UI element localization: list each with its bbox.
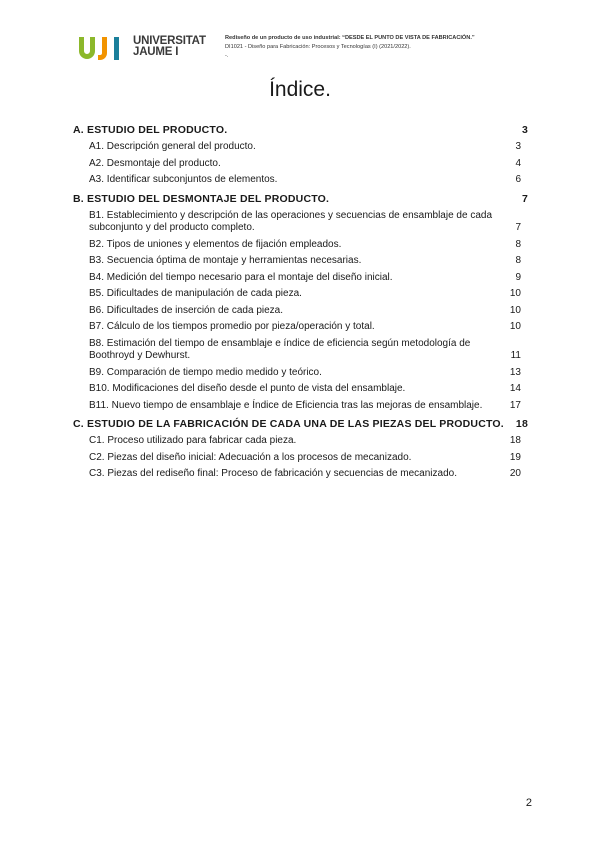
toc-entry-page: 10 [509,321,521,332]
toc-entry-page: 20 [509,468,521,479]
toc-entry-page: 8 [515,238,521,250]
toc-section-label: A. ESTUDIO DEL PRODUCTO. [73,124,228,136]
header-project-title: Rediseño de un producto de uso industrial: “DESDE EL PUNTO DE VISTA DE FABRICACIÓN.” [225,35,475,41]
toc-entry-label: B9. Comparación de tiempo medio medido y teórico. [89,366,322,378]
toc-entry[interactable] [73,367,528,380]
toc-entry-page: 9 [515,271,521,283]
toc-entry[interactable] [73,141,528,154]
toc-entry-label: B8. Estimación del tiempo de ensamblaje e índice de eficiencia según metodología de Boothroyd y Dewhurst. [89,337,471,361]
toc-section[interactable] [73,418,528,431]
toc-entry[interactable] [73,383,528,396]
header-course: DI1021 - Diseño para Fabricación: Procesos y Tecnologías (I) (2021/2022). [225,44,411,50]
toc-entry-label: B3. Secuencia óptima de montaje y herramientas necesarias. [89,255,362,266]
toc-entry[interactable] [73,400,528,413]
uji-logo-mark-icon [78,36,130,62]
table-of-contents [73,120,528,485]
toc-entry-page: 11 [510,350,521,361]
toc-section[interactable] [73,124,528,137]
toc-entry-page: 14 [509,383,521,394]
toc-entry[interactable] [73,338,528,363]
toc-entry[interactable] [73,452,528,465]
toc-section-label: C. ESTUDIO DE LA FABRICACIÓN DE CADA UNA DE LAS PIEZAS DEL PRODUCTO. [73,418,504,430]
toc-entry-page: 6 [515,174,521,185]
toc-entry[interactable] [73,435,528,448]
logo-line-2: JAUME I [133,46,179,58]
page-title: Índice. [269,78,331,101]
toc-section-page: 7 [521,192,528,205]
toc-entry[interactable] [73,468,528,481]
toc-entry-page: 3 [515,141,521,152]
toc-entry[interactable] [73,210,528,235]
toc-section-page: 3 [521,124,528,136]
toc-section[interactable] [73,193,528,206]
toc-entry-page: 17 [509,399,521,411]
toc-section-label: B. ESTUDIO DEL DESMONTAJE DEL PRODUCTO. [73,192,330,205]
header-info [225,34,543,61]
toc-entry-label: B5. Dificultades de manipulación de cada pieza. [89,288,302,299]
toc-entry-label: A2. Desmontaje del producto. [89,157,221,169]
page-number: 2 [525,797,532,809]
toc-entry[interactable] [73,174,528,187]
toc-entry-label: B1. Establecimiento y descripción de las operaciones y secuencias de ensamblaje de cada subconjunto y del producto completo. [89,209,493,233]
toc-entry-label: B11. Nuevo tiempo de ensamblaje e Índice de Eficiencia tras las mejoras de ensamblaje. [89,399,483,411]
page-header [78,30,538,64]
toc-entry[interactable] [73,288,528,301]
toc-entry-page: 4 [515,157,521,169]
toc-entry-label: C1. Proceso utilizado para fabricar cada pieza. [89,435,297,446]
toc-entry-page: 13 [509,366,521,378]
toc-entry-page: 10 [509,304,521,316]
university-name [133,36,206,58]
toc-entry-label: C2. Piezas del diseño inicial: Adecuación a los procesos de mecanizado. [89,451,412,463]
toc-entry-label: C3. Piezas del rediseño final: Proceso de fabricación y secuencias de mecanizado. [89,468,457,479]
toc-entry-page: 19 [509,451,521,463]
toc-entry-label: B2. Tipos de uniones y elementos de fijación empleados. [89,238,342,250]
toc-entry[interactable] [73,305,528,318]
toc-entry-label: B7. Cálculo de los tiempos promedio por pieza/operación y total. [89,321,375,332]
toc-section-page: 18 [515,418,528,430]
toc-entry-page: 8 [515,255,521,266]
header-extra: -. [225,53,229,59]
toc-entry[interactable] [73,158,528,171]
toc-entry[interactable] [73,239,528,252]
toc-entry-label: B10. Modificaciones del diseño desde el punto de vista del ensamblaje. [89,383,406,394]
toc-entry-label: B4. Medición del tiempo necesario para el montaje del diseño inicial. [89,271,393,283]
toc-entry[interactable] [73,321,528,334]
toc-entry-label: A1. Descripción general del producto. [89,141,256,152]
toc-entry[interactable] [73,255,528,268]
university-logo [78,36,218,62]
logo-line-1: UNIVERSITAT [133,35,206,47]
toc-entry-label: A3. Identificar subconjuntos de elementos. [89,174,278,185]
toc-entry-label: B6. Dificultades de inserción de cada pieza. [89,304,284,316]
toc-entry-page: 10 [509,288,521,299]
toc-entry-page: 7 [515,222,521,233]
toc-entry[interactable] [73,272,528,285]
toc-entry-page: 18 [509,435,521,446]
